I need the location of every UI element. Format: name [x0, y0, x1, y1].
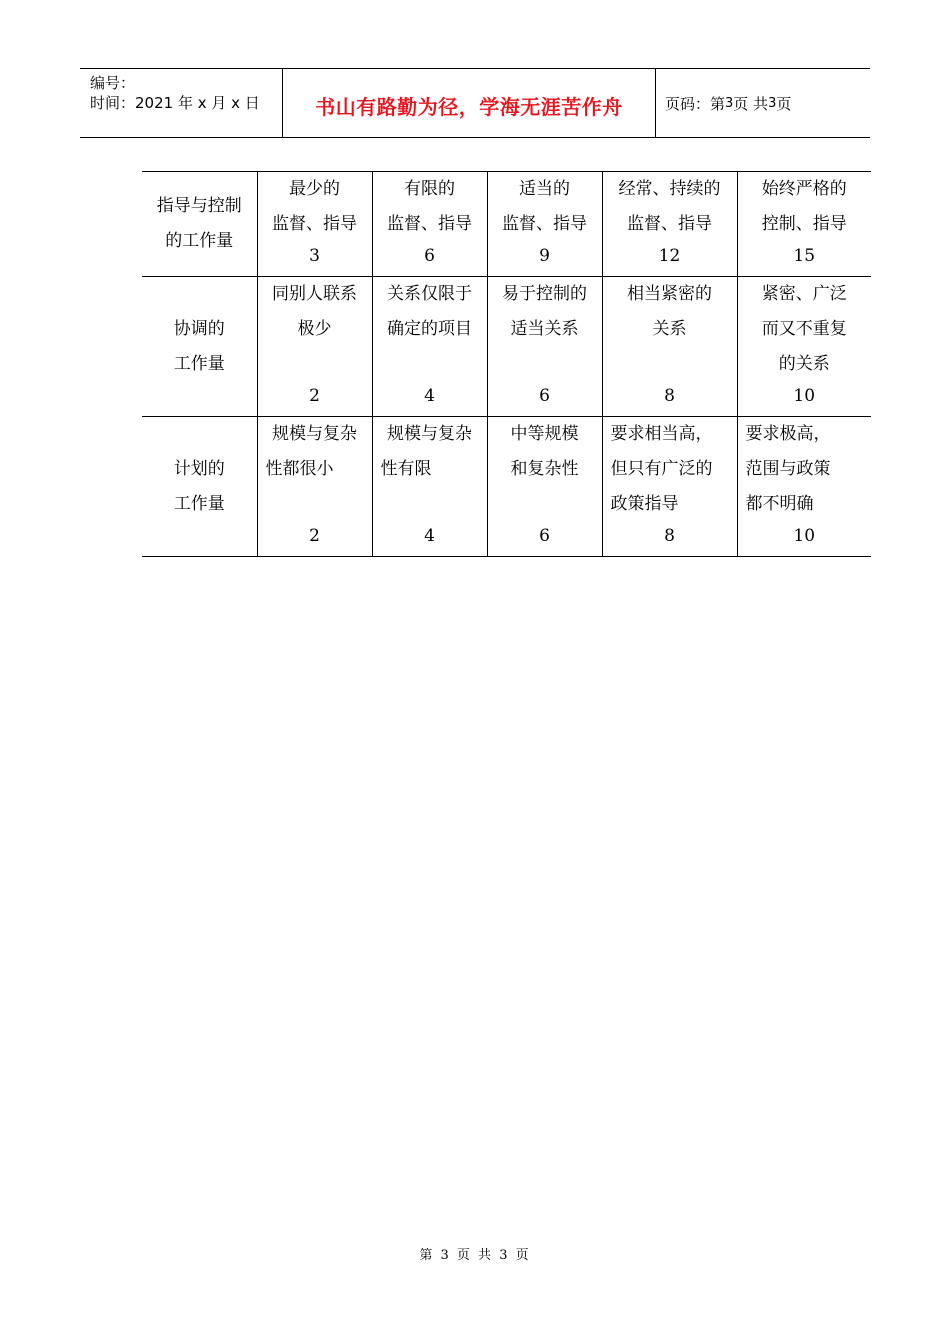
cell-text: 始终严格的	[761, 179, 847, 199]
cell-score: 3	[309, 246, 320, 266]
cell-text: 监督、指导	[272, 214, 357, 234]
row-header-guidance	[142, 172, 257, 277]
cell-score: 6	[539, 526, 550, 546]
cell-text: 监督、指导	[387, 214, 472, 234]
cell-score: 10	[793, 386, 816, 406]
table-cell	[737, 277, 871, 417]
table-cell	[372, 172, 487, 277]
table-cell	[602, 172, 737, 277]
cell-text: 经常、持续的	[618, 179, 721, 199]
cell-text: 确定的项目	[387, 319, 472, 339]
row-header-line: 指导与控制	[156, 196, 242, 216]
row-header-planning	[142, 417, 257, 557]
cell-text: 规模与复杂	[272, 424, 357, 444]
cell-score: 2	[309, 526, 320, 546]
number-label: 编号：	[90, 74, 136, 92]
cell-text: 控制、指导	[761, 214, 847, 234]
time-label: 时间：2021 年 x 月 x 日	[90, 94, 260, 112]
cell-score: 10	[793, 526, 816, 546]
cell-text: 规模与复杂	[387, 424, 472, 444]
cell-text: 监督、指导	[502, 214, 587, 234]
cell-text: 相当紧密的	[627, 284, 712, 304]
cell-score: 2	[309, 386, 320, 406]
page-mid: 页 共	[733, 94, 769, 113]
cell-text: 关系仅限于	[387, 284, 472, 304]
cell-text: 同别人联系	[272, 284, 357, 304]
cell-text: 都不明确	[745, 494, 814, 514]
table-row-coordination	[142, 277, 871, 417]
row-header-line: 工作量	[173, 493, 225, 514]
cell-text: 而又不重复	[761, 319, 847, 339]
cell-text: 易于控制的	[502, 284, 587, 304]
cell-text: 有限的	[404, 179, 455, 199]
cell-score: 15	[793, 246, 816, 266]
page-footer: 第 3 页 共 3 页	[419, 1248, 531, 1263]
motto-text: 书山有路勤为径，学海无涯苦作舟	[315, 94, 623, 119]
workload-table	[142, 171, 871, 557]
table-cell	[737, 172, 871, 277]
cell-text: 要求极高，	[745, 424, 831, 444]
cell-text: 要求相当高，	[610, 424, 713, 444]
cell-score: 4	[424, 526, 435, 546]
table-cell	[602, 277, 737, 417]
cell-text: 政策指导	[610, 494, 679, 514]
row-header-line: 的工作量	[165, 231, 234, 251]
cell-text: 性都很小	[265, 459, 334, 479]
table-cell	[487, 172, 602, 277]
cell-text: 范围与政策	[745, 459, 831, 479]
cell-text: 性有限	[380, 459, 432, 479]
table-cell	[487, 277, 602, 417]
page-current: 3	[725, 95, 734, 111]
cell-score: 8	[664, 386, 675, 406]
table-row-guidance	[142, 172, 871, 277]
table-cell	[257, 277, 372, 417]
cell-text: 极少	[297, 319, 332, 339]
table-cell	[737, 417, 871, 557]
cell-text: 紧密、广泛	[761, 284, 847, 304]
header-motto-cell	[282, 69, 656, 137]
row-header-line: 工作量	[173, 353, 225, 374]
table-row-planning	[142, 417, 871, 557]
cell-score: 6	[424, 246, 435, 266]
cell-text: 最少的	[289, 179, 340, 199]
cell-text: 监督、指导	[627, 214, 712, 234]
cell-text: 适当的	[519, 179, 570, 199]
cell-text: 的关系	[778, 354, 830, 374]
header-page-info	[656, 69, 870, 137]
row-header-line: 协调的	[173, 318, 225, 339]
row-header-line: 计划的	[173, 458, 225, 479]
cell-score: 4	[424, 386, 435, 406]
cell-text: 关系	[652, 319, 687, 339]
table-cell	[257, 172, 372, 277]
cell-text: 中等规模	[510, 424, 579, 444]
table-cell	[487, 417, 602, 557]
cell-score: 8	[664, 526, 675, 546]
cell-score: 6	[539, 386, 550, 406]
header-meta	[80, 69, 282, 137]
table-cell	[372, 417, 487, 557]
cell-text: 但只有广泛的	[610, 459, 713, 479]
page-prefix: 页码：第	[665, 94, 726, 113]
document-header	[80, 68, 870, 138]
cell-score: 9	[539, 246, 550, 266]
row-header-coordination	[142, 277, 257, 417]
page-suffix: 页	[776, 94, 792, 113]
table-cell	[602, 417, 737, 557]
table-cell	[372, 277, 487, 417]
cell-score: 12	[658, 246, 681, 266]
cell-text: 适当关系	[510, 319, 579, 339]
cell-text: 和复杂性	[510, 459, 579, 479]
table-cell	[257, 417, 372, 557]
page-total: 3	[768, 95, 777, 111]
